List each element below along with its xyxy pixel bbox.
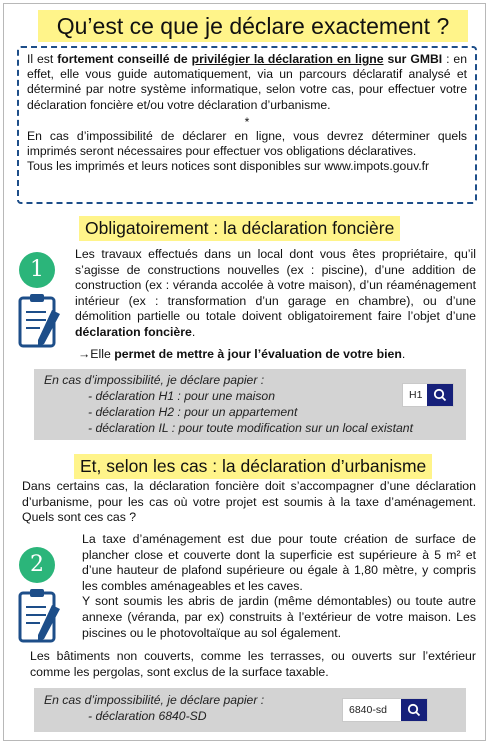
form-search-input[interactable]: 6840-sd [349,704,387,716]
intro-paragraph-2: En cas d’impossibilité de déclarer en ligne, vous devrez déterminer quels imprimés seront nécessaires pour effectuer vos obligations déclaratives. [27,128,467,159]
section2-number-badge: 2 [19,547,55,583]
search-button[interactable] [401,699,427,721]
clipboard-icon [16,292,64,352]
section1-paper-item: - déclaration H2 : pour un appartement [88,405,298,419]
section1-paper-intro: En cas d’impossibilité, je déclare papier : [44,373,265,387]
intro-underlined-text: privilégier la déclaration en ligne [191,52,384,66]
intro-bold-text: fortement conseillé de [57,52,192,66]
intro-box [17,46,477,204]
intro-gmbi-text: sur GMBI [383,52,443,66]
form-search-field[interactable] [342,698,428,722]
intro-paragraph-3: Tous les imprimés et leurs notices sont disponibles sur www.impots.gouv.fr [27,159,430,174]
search-icon [407,703,421,717]
section1-paper-item: - déclaration IL : pour toute modification sur un local existant [88,421,413,435]
section1-text: Les travaux effectués dans un local dont vous êtes propriétaire, qu’il s’agisse de constructions nouvelles (ex : piscine), d’une addition de construction (ex : véranda accolée à votre maison), d’un réaménagement intérieur (ex : transformation d’un garage en chambre), ou d’une démolition partielle ou totale doivent obligatoirement faire l’objet d’une déclaration foncière. [75,247,476,339]
search-button[interactable] [427,384,453,406]
section2-paper-intro: En cas d’impossibilité, je déclare papier : [44,693,265,707]
page-title: Qu’est ce que je déclare exactement ? [38,10,468,42]
section2-text [82,532,476,641]
intro-separator: * [244,114,250,129]
form-search-field[interactable] [402,383,454,407]
section2-paragraph-1: La taxe d’aménagement est due pour toute création de surface de plancher close et couverte dont la superficie est supérieure à 5 m² et d’une hauteur de plafond supérieure ou égale à 1,80 mètre, y compris les combles aménageables et les caves. [82,532,476,593]
section2-title: Et, selon les cas : la déclaration d’urbanisme [74,454,432,479]
section2-paper-item: - déclaration 6840-SD [88,709,207,723]
intro-text-start: Il est [27,52,58,66]
intro-text-rest: : en effet, elle vous guide automatiquement, via un parcours déclaratif analysé et déterminé par notre système informatique, selon votre cas, pour effectuer votre déclaration foncière et/ou votre déclaration d’urbanisme. [27,52,467,112]
clipboard-icon [16,587,64,647]
section1-title: Obligatoirement : la déclaration foncière [79,216,400,241]
form-search-input[interactable]: H1 [409,389,423,401]
section2-paragraph-2: Y sont soumis les abris de jardin (même démontables) ou toute autre annexe (véranda, par ex) construits à l’extérieur de votre maison. Les piscines ou le photovoltaïque au sol également. [82,594,476,640]
section1-paper-box [34,369,466,440]
search-icon [433,388,447,402]
section2-paper-box [34,688,466,732]
section1-paper-item: - déclaration H1 : pour une maison [88,389,275,403]
section1-number-badge: 1 [19,252,55,288]
section2-intro: Dans certains cas, la déclaration foncière doit s’accompagner d’une déclaration d’urbanisme, pour les cas où votre projet est soumis à la taxe d’aménagement. Quels sont ces cas ? [22,479,476,525]
section1-arrow-note: →Elle permet de mettre à jour l’évaluation de votre bien. [78,347,406,361]
section2-paragraph-3: Les bâtiments non couverts, comme les terrasses, ou ouverts sur l’extérieur comme les pergolas, sont exclus de la surface taxable. [30,649,476,679]
intro-paragraph-1 [27,52,467,113]
